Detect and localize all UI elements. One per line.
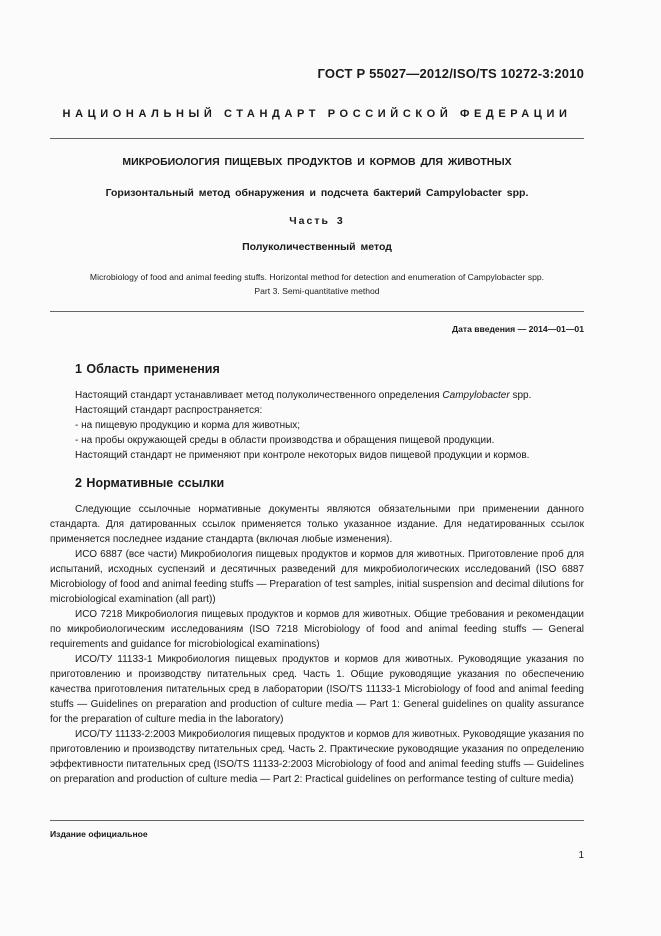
document-subtitle: Горизонтальный метод обнаружения и подсчета бактерий Campylobacter spp. [105, 187, 529, 199]
part-number: Часть 3 [289, 215, 345, 227]
divider-middle [50, 311, 584, 312]
reference-iso-7218: ИСО 7218 Микробиология пищевых продуктов и кормов для животных. Общие требования и рекомендации по микробиологическим исследованиям (ISO 7218 Microbiology of food and animal feeding stuffs — General requirements and guidance for microbiological examinations) [50, 609, 584, 650]
divider-top [50, 138, 584, 139]
section-2-heading: 2 Нормативные ссылки [75, 476, 225, 490]
standard-code: ГОСТ Р 55027—2012/ISO/TS 10272-3:2010 [317, 66, 584, 81]
section-1-heading: 1 Область применения [75, 362, 220, 376]
scope-bullet-1: - на пищевую продукцию и корма для животных; [75, 420, 301, 431]
scope-bullet-2: - на пробы окружающей среды в области производства и обращения пищевой продукции. [75, 435, 495, 446]
effective-date: Дата введения — 2014—01—01 [451, 324, 584, 334]
scope-line-1: Настоящий стандарт устанавливает метод полуколичественного определения Campylobacter spp. [75, 390, 532, 401]
document-title: МИКРОБИОЛОГИЯ ПИЩЕВЫХ ПРОДУКТОВ И КОРМОВ ДЛЯ ЖИВОТНЫХ [122, 156, 512, 168]
english-title [50, 270, 584, 298]
divider-bottom [50, 820, 584, 821]
english-title-line2: Part 3. Semi-quantitative method [254, 286, 380, 296]
scope-line-2: Настоящий стандарт распространяется: [75, 405, 263, 416]
section-2-body [50, 502, 584, 787]
reference-iso-6887: ИСО 6887 (все части) Микробиология пищевых продуктов и кормов для животных. Приготовление проб для испытаний, исходных суспензий и десятичных разведений для микробиологических исследований (ISO 6887 Microbiology of food and animal feeding stuffs — Preparation of test samples, initial suspension and decimal dilutions for microbiological examination (all part)) [50, 549, 584, 605]
reference-iso-11133-1: ИСО/ТУ 11133-1 Микробиология пищевых продуктов и кормов для животных. Руководящие указания по приготовлению и производству питательных сред. Часть 1. Общие руководящие указания по обеспечению качества приготовления питательных сред в лаборатории (ISO/TS 11133-1 Microbiology of food and animal feeding stuffs — Guidelines on preparation and production of culture media — Part 1: General guidelines on quality assurance for the preparation of culture media in the laboratory) [50, 654, 584, 725]
references-paragraph: Следующие ссылочные нормативные документы являются обязательными при применении данного стандарта. Для датированных ссылок применяется только указанное издание. Для недатированных ссылок применяется последнее издание стандарта (включая любые изменения). [50, 504, 584, 545]
reference-iso-11133-2: ИСО/ТУ 11133-2:2003 Микробиология пищевых продуктов и кормов для животных. Руководящие указания по приготовлению и производству питательных сред. Часть 2. Практические руководящие указания по определению эффективности питательных сред (ISO/TS 11133-2:2003 Microbiology of food and animal feeding stuffs — Guidelines on preparation and production of culture media — Part 2: Practical guidelines on performance testing of culture media) [50, 729, 584, 785]
official-edition-label: Издание официальное [50, 829, 148, 839]
scope-line-3: Настоящий стандарт не применяют при контроле некоторых видов пищевой продукции и кормов. [75, 450, 530, 461]
english-title-line1: Microbiology of food and animal feeding stuffs. Horizontal method for detection and enumeration of Campylobacter spp. [89, 272, 545, 282]
part-name: Полуколичественный метод [242, 241, 392, 253]
national-standard-banner: НАЦИОНАЛЬНЫЙ СТАНДАРТ РОССИЙСКОЙ ФЕДЕРАЦИИ [62, 108, 572, 120]
section-1-body [75, 388, 584, 463]
page-number: 1 [578, 850, 584, 861]
